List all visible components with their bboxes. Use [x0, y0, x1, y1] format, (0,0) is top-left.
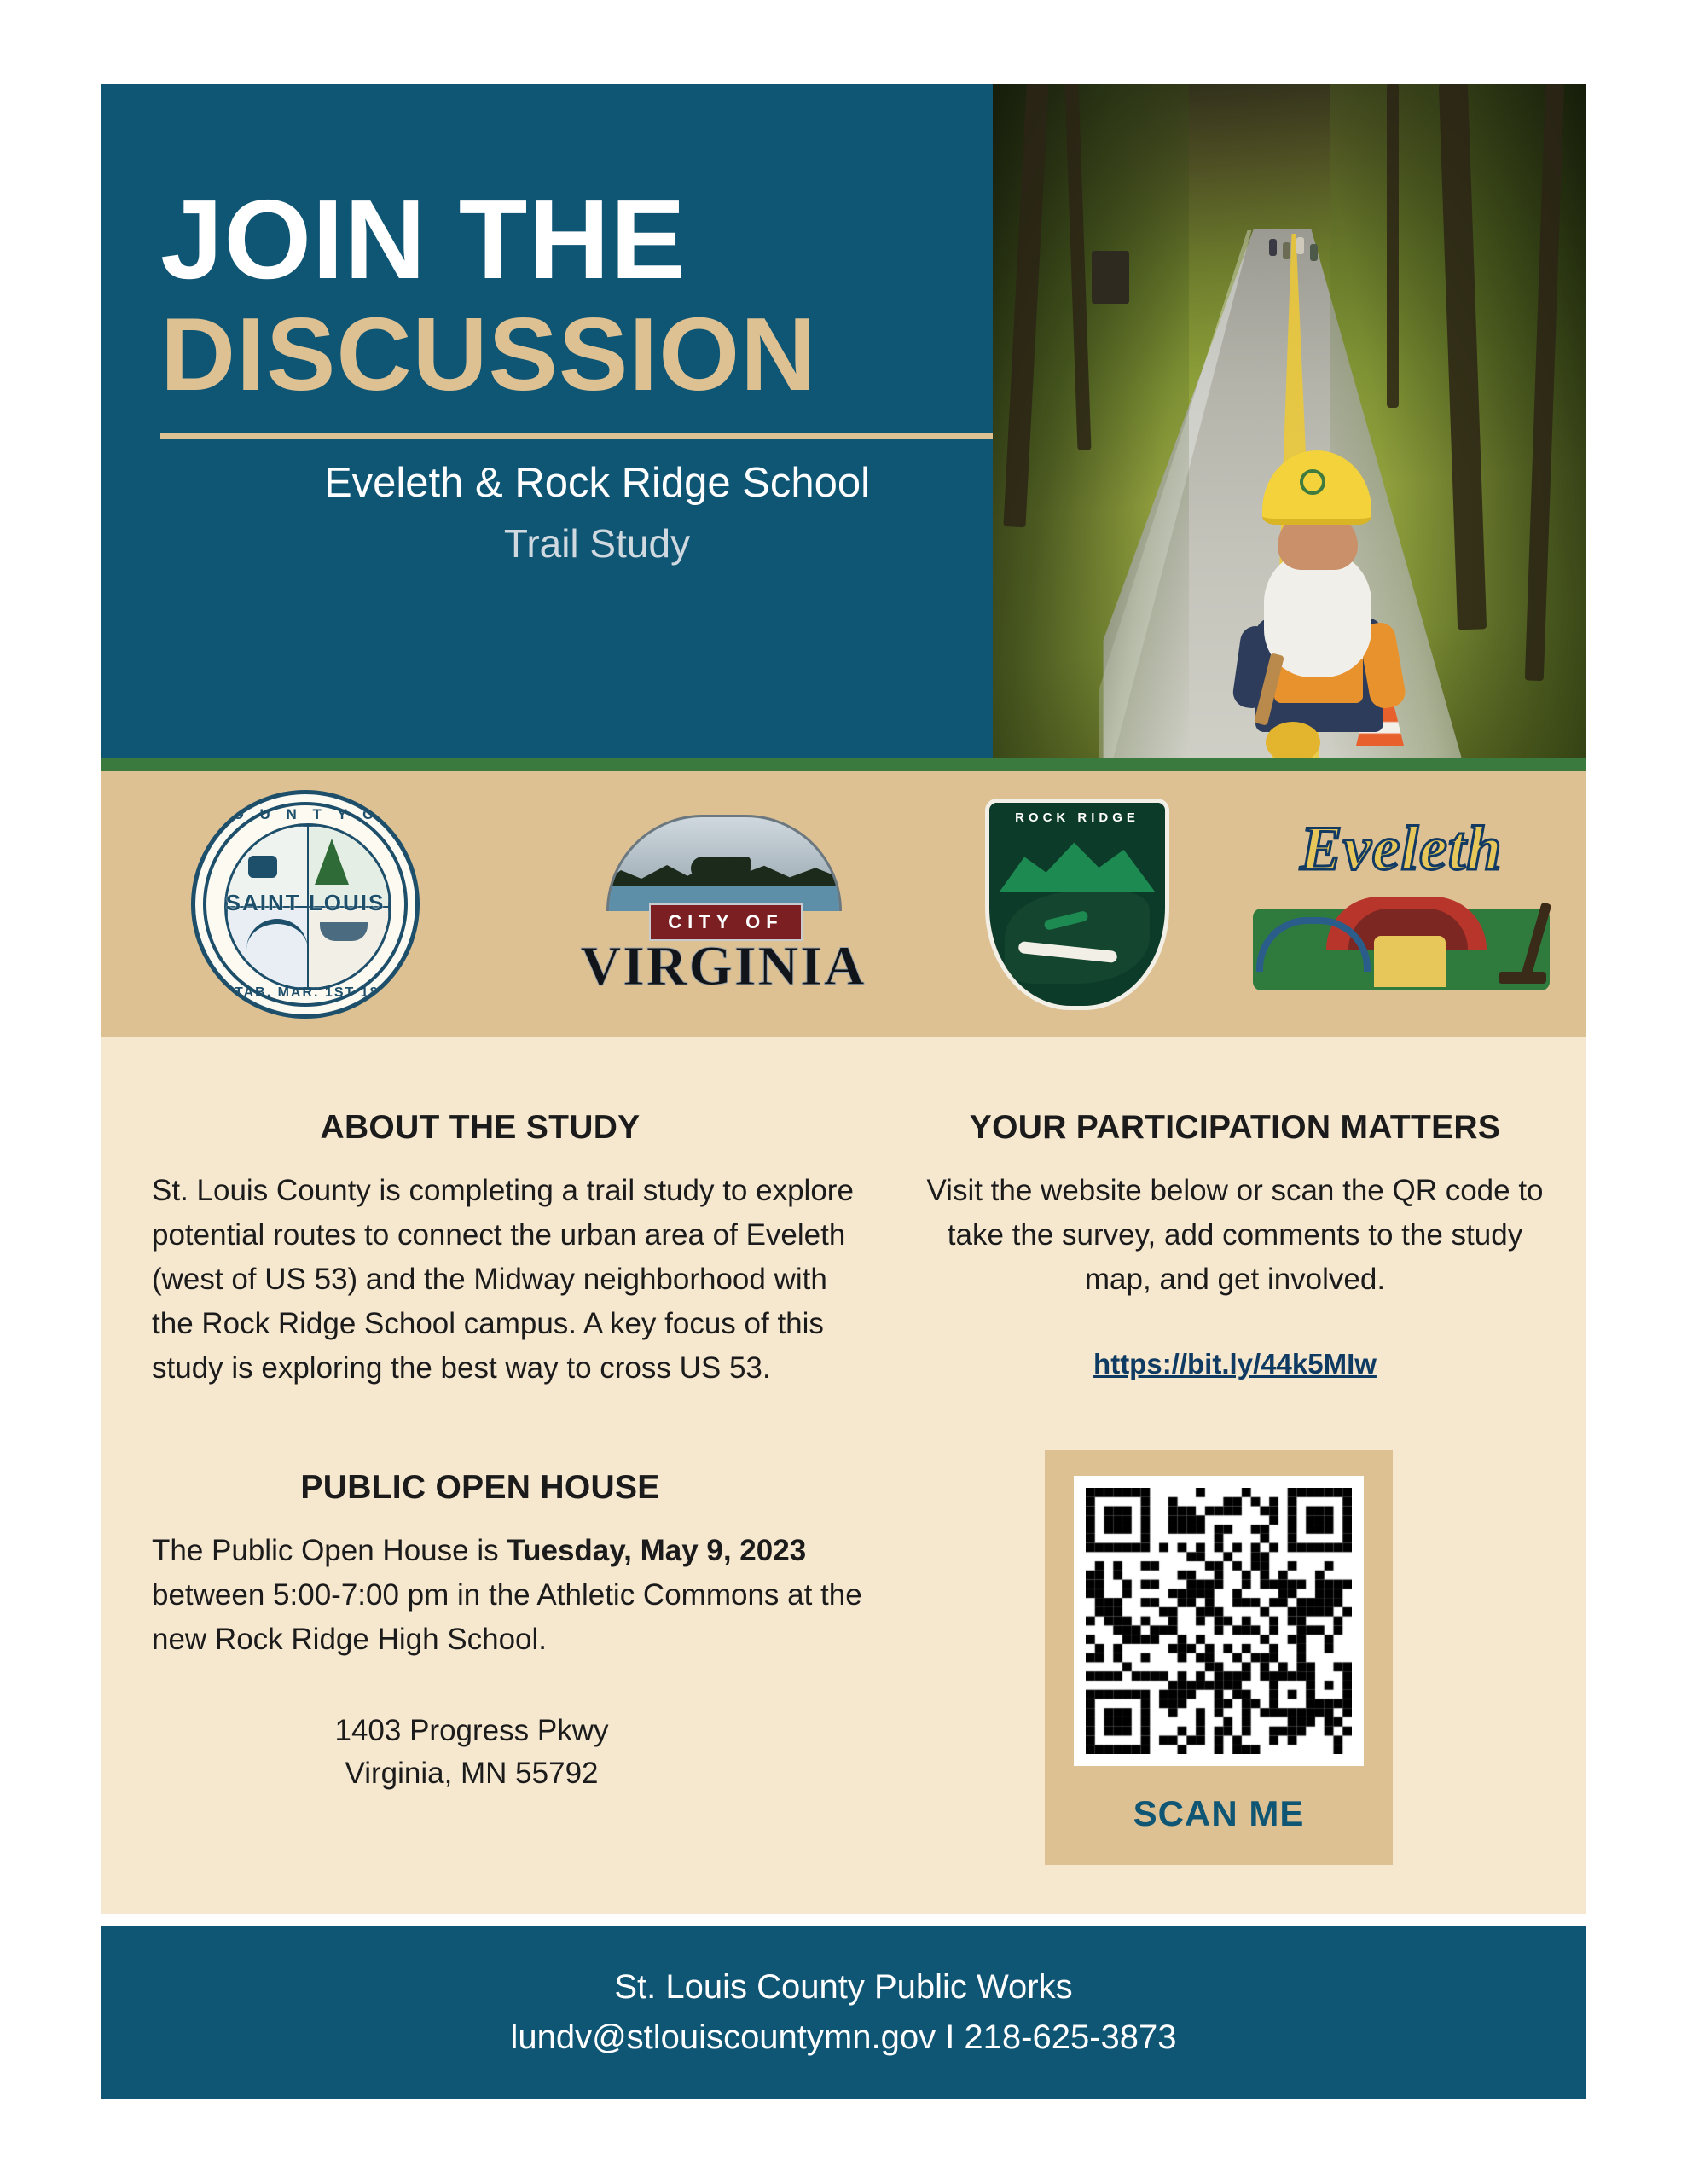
- participation-heading: YOUR PARTICIPATION MATTERS: [969, 1109, 1501, 1146]
- survey-link[interactable]: https://bit.ly/44k5MIw: [1093, 1348, 1377, 1380]
- photo-trail-bench: [1092, 251, 1129, 304]
- eveleth-logo-icon: [1231, 813, 1572, 996]
- about-heading: ABOUT THE STUDY: [320, 1109, 641, 1146]
- footer-org: St. Louis County Public Works: [614, 1968, 1073, 2006]
- rock-ridge-shield-icon: [985, 799, 1169, 1010]
- mountain-icon: [1000, 832, 1155, 892]
- logo-rock-ridge: [936, 793, 1218, 1015]
- logo-eveleth: [1218, 793, 1585, 1015]
- participation-paragraph: Visit the website below or scan the QR code to take the survey, add comments to the study map, and get involved.: [926, 1174, 1544, 1296]
- header-banner: [101, 84, 1586, 758]
- seal-quadrant: [308, 907, 389, 988]
- about-paragraph: St. Louis County is completing a trail study to explore potential routes to connect the urban area of Eveleth (west of US 53) and the Midway neighborhood with the Rock Ridge School campus. A key focus of this study is exploring the best way to cross US 53.: [152, 1174, 854, 1385]
- logo-saint-louis-county: [101, 793, 510, 1015]
- left-column: [152, 1109, 868, 1795]
- pine-tree-icon: [315, 839, 349, 885]
- page-title-line1: JOIN THE: [160, 177, 687, 302]
- photo-trail-user: [1283, 242, 1290, 259]
- logo-city-of-virginia: [510, 793, 936, 1015]
- construction-gnome-icon: [1230, 450, 1409, 758]
- seal-bottom-text: ESTAB. MAR. 1ST 1856: [212, 985, 398, 1000]
- open-house-paragraph: [152, 1529, 868, 1662]
- seal-middle-text: SAINT LOUIS: [225, 890, 386, 915]
- rock-ridge-top-text: ROCK RIDGE: [989, 803, 1165, 832]
- photo-trail-user: [1296, 237, 1304, 254]
- virginia-eyebrow: CITY OF: [649, 903, 803, 941]
- eveleth-building: [1374, 936, 1446, 987]
- tree-trunk: [1387, 84, 1399, 408]
- photo-trail-user: [1310, 244, 1318, 261]
- loon-icon: [691, 857, 751, 880]
- page-subtitle-small: Trail Study: [503, 521, 691, 566]
- page-subtitle: Eveleth & Rock Ridge School: [323, 460, 871, 506]
- venue-address: [152, 1710, 868, 1795]
- photo-trail-user: [1269, 239, 1277, 256]
- eveleth-scene: [1253, 883, 1550, 990]
- county-seal-icon: [191, 790, 420, 1019]
- header-text-block: [101, 84, 993, 758]
- footer-contact: lundv@stlouiscountymn.gov I 218-625-3873: [510, 2018, 1177, 2056]
- miner-figure-icon: [248, 856, 277, 878]
- qr-code[interactable]: [1074, 1476, 1364, 1766]
- page-title-line2: DISCUSSION: [160, 296, 817, 412]
- gnome-hat-emblem: [1300, 469, 1325, 495]
- open-house-heading: PUBLIC OPEN HOUSE: [300, 1469, 660, 1506]
- hockey-stick-blade: [1499, 972, 1546, 984]
- partner-logos-band: [101, 771, 1586, 1037]
- trail-photo: [993, 84, 1586, 758]
- address-line-2: Virginia, MN 55792: [345, 1757, 599, 1790]
- eveleth-wordmark: Eveleth: [1300, 813, 1503, 884]
- virginia-wordmark: VIRGINIA: [580, 935, 867, 997]
- right-column: [919, 1109, 1551, 1380]
- qr-card: [1045, 1450, 1393, 1865]
- open-house-date: Tuesday, May 9, 2023: [507, 1534, 807, 1567]
- title-divider: [160, 433, 1034, 439]
- open-house-text-after: between 5:00-7:00 pm in the Athletic Commons at the new Rock Ridge High School.: [152, 1578, 862, 1656]
- virginia-arc: [606, 815, 842, 911]
- seal-top-text: C O U N T Y O F: [206, 806, 405, 822]
- ship-icon: [320, 922, 368, 941]
- scan-me-label: SCAN ME: [1133, 1793, 1305, 1833]
- qr-code-canvas[interactable]: [1086, 1488, 1352, 1754]
- green-divider: [101, 758, 1586, 771]
- footer-bar: [101, 1926, 1586, 2099]
- open-house-text-before: The Public Open House is: [152, 1534, 507, 1567]
- gnome-base: [1266, 722, 1320, 758]
- address-line-1: 1403 Progress Pkwy: [334, 1714, 609, 1747]
- wolverine-icon: [1005, 892, 1150, 984]
- virginia-logo-icon: [523, 815, 924, 997]
